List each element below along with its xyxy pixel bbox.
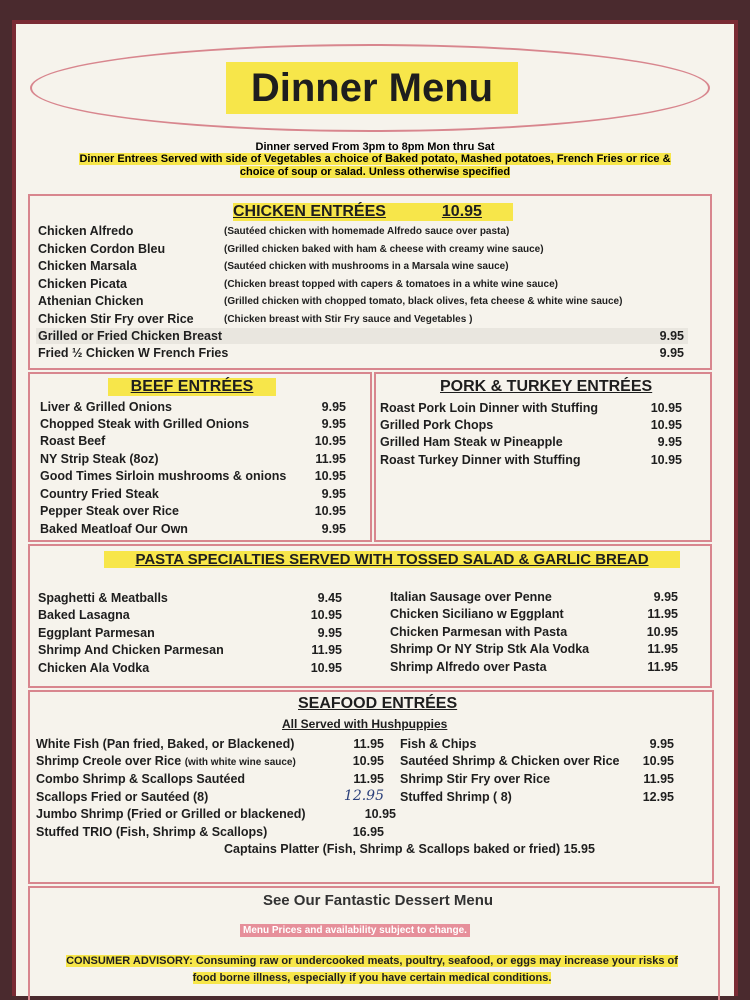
list-item: Combo Shrimp & Scallops Sautéed xyxy=(36,772,246,786)
list-item: Chicken Marsala xyxy=(38,259,137,273)
item-price: 12.95 xyxy=(642,790,674,804)
list-item: Shrimp Or NY Strip Stk Ala Vodka xyxy=(390,642,590,656)
list-item: Stuffed Shrimp ( 8) xyxy=(400,790,512,804)
list-item: NY Strip Steak (8oz) xyxy=(40,452,159,466)
list-item: Chicken Alfredo xyxy=(38,224,134,238)
item-price: 11.95 xyxy=(643,772,674,786)
item-desc: (Chicken breast topped with capers & tomatoes in a white wine sauce) xyxy=(224,279,558,290)
list-item: Grilled Ham Steak w Pineapple xyxy=(380,435,563,449)
hours-note: Dinner served From 3pm to 8pm Mon thru Sat xyxy=(255,141,495,153)
item-price: 10.95 xyxy=(310,608,342,622)
pork-title: PORK & TURKEY ENTRÉES xyxy=(440,378,653,395)
list-item: Chopped Steak with Grilled Onions xyxy=(40,417,250,431)
list-item: Chicken Picata xyxy=(38,277,127,291)
seafood-title: SEAFOOD ENTRÉES xyxy=(298,695,458,712)
item-price: 9.95 xyxy=(659,329,684,343)
list-item: Good Times Sirloin mushrooms & onions xyxy=(40,469,287,483)
list-item: Spaghetti & Meatballs xyxy=(38,591,168,605)
list-item: Fried ½ Chicken W French Fries xyxy=(38,346,229,360)
item-price: 11.95 xyxy=(353,737,384,751)
advisory-label: CONSUMER ADVISORY: xyxy=(66,955,193,967)
item-price: 10.95 xyxy=(314,434,346,448)
item-price: 9.95 xyxy=(321,522,346,536)
price-notice: Menu Prices and availability subject to change. xyxy=(240,924,470,937)
item-price: 11.95 xyxy=(647,642,678,656)
item-price: 11.95 xyxy=(647,607,678,621)
item-price: 9.95 xyxy=(321,400,346,414)
list-item: Roast Pork Loin Dinner with Stuffing xyxy=(380,401,599,415)
item-price: 9.95 xyxy=(321,417,346,431)
item-price: 9.95 xyxy=(659,346,684,360)
item-desc: (Grilled chicken baked with ham & cheese with creamy wine sauce) xyxy=(224,244,544,255)
list-item: White Fish (Pan fried, Baked, or Blackened) xyxy=(36,737,295,751)
list-item: Grilled or Fried Chicken Breast xyxy=(38,329,223,343)
item-price: 10.95 xyxy=(310,661,342,675)
item-price: 10.95 xyxy=(314,469,346,483)
list-item: Shrimp And Chicken Parmesan xyxy=(38,643,224,657)
page-title: Dinner Menu xyxy=(226,62,518,114)
list-item: Scallops Fried or Sautéed (8) xyxy=(36,790,209,804)
list-item: Chicken Parmesan with Pasta xyxy=(390,625,568,639)
item-price: 9.95 xyxy=(657,435,682,449)
list-item: Chicken Ala Vodka xyxy=(38,661,150,675)
dessert-note: See Our Fantastic Dessert Menu xyxy=(262,892,494,909)
item-price: 10.95 xyxy=(646,625,678,639)
item-price: 10.95 xyxy=(650,418,682,432)
sides-note: Dinner Entrees Served with side of Vegetables a choice of Baked potato, Mashed potatoes, French Fries or rice & xyxy=(79,153,671,165)
item-desc: (Grilled chicken with chopped tomato, black olives, feta cheese & white wine sauce) xyxy=(224,296,623,307)
item-price: 11.95 xyxy=(647,660,678,674)
item-price: 10.95 xyxy=(642,754,674,768)
item-desc: (Chicken breast with Stir Fry sauce and Vegetables ) xyxy=(224,314,473,325)
list-item: Shrimp Stir Fry over Rice xyxy=(400,772,551,786)
item-price: 10.95 xyxy=(650,453,682,467)
item-price: 10.95 xyxy=(314,504,346,518)
item-price: 9.95 xyxy=(649,737,674,751)
item-desc: (Sautéed chicken with homemade Alfredo sauce over pasta) xyxy=(224,226,510,237)
item-price: 11.95 xyxy=(353,772,384,786)
list-item: Fish & Chips xyxy=(400,737,477,751)
pasta-title: PASTA SPECIALTIES SERVED WITH TOSSED SALAD & GARLIC BREAD xyxy=(104,551,680,568)
chicken-title: CHICKEN ENTRÉES 10.95 xyxy=(233,203,513,221)
handwritten-price: 12.95 xyxy=(343,788,384,804)
list-item: Roast Turkey Dinner with Stuffing xyxy=(380,453,581,467)
captains-platter: Captains Platter (Fish, Shrimp & Scallops baked or fried) 15.95 xyxy=(224,842,595,856)
list-item: Chicken Siciliano w Eggplant xyxy=(390,607,564,621)
item-price: 11.95 xyxy=(311,643,342,657)
list-item: Shrimp Alfredo over Pasta xyxy=(390,660,547,674)
list-item: Eggplant Parmesan xyxy=(38,626,155,640)
list-item: Shrimp Creole over Rice (with white wine sauce) xyxy=(36,754,296,768)
list-item: Pepper Steak over Rice xyxy=(40,504,179,518)
consumer-advisory: CONSUMER ADVISORY: Consuming raw or undercooked meats, poultry, seafood, or eggs may increase your risks of food borne illness, especially if you have certain medical conditions. xyxy=(66,955,678,984)
list-item: Grilled Pork Chops xyxy=(380,418,494,432)
list-item: Italian Sausage over Penne xyxy=(390,590,552,604)
item-desc: (Sautéed chicken with mushrooms in a Marsala wine sauce) xyxy=(224,261,509,272)
item-price: 9.45 xyxy=(317,591,342,605)
list-item: Stuffed TRIO (Fish, Shrimp & Scallops) xyxy=(36,825,268,839)
sides-note-2: choice of soup or salad. Unless otherwise specified xyxy=(239,166,511,178)
list-item: Baked Lasagna xyxy=(38,608,130,622)
list-item: Liver & Grilled Onions xyxy=(40,400,172,414)
list-item: Athenian Chicken xyxy=(38,294,144,308)
list-item: Jumbo Shrimp (Fried or Grilled or blackened) xyxy=(36,807,306,821)
item-price: 10.95 xyxy=(364,807,396,821)
beef-title: BEEF ENTRÉES xyxy=(108,378,276,396)
list-item: Chicken Cordon Bleu xyxy=(38,242,166,256)
item-price: 9.95 xyxy=(321,487,346,501)
item-note: (with white wine sauce) xyxy=(184,757,296,768)
item-price: 11.95 xyxy=(315,452,346,466)
list-item: Sautéed Shrimp & Chicken over Rice xyxy=(400,754,620,768)
item-price: 9.95 xyxy=(653,590,678,604)
item-price: 10.95 xyxy=(650,401,682,415)
list-item: Baked Meatloaf Our Own xyxy=(40,522,188,536)
seafood-subtitle: All Served with Hushpuppies xyxy=(282,717,448,731)
list-item: Country Fried Steak xyxy=(40,487,159,501)
item-price: 9.95 xyxy=(317,626,342,640)
list-item: Chicken Stir Fry over Rice xyxy=(38,312,194,326)
item-price: 10.95 xyxy=(352,754,384,768)
item-price: 16.95 xyxy=(352,825,384,839)
list-item: Roast Beef xyxy=(40,434,106,448)
